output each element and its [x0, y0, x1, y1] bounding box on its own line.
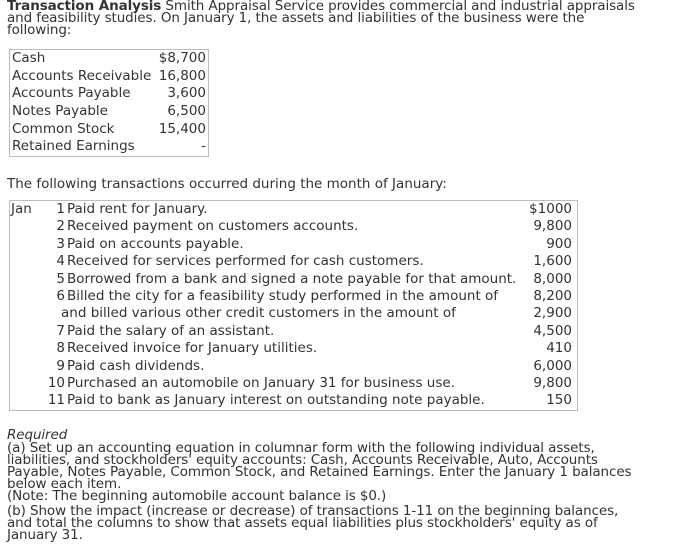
transaction-number: 5 — [56, 270, 65, 287]
required-part-b: (b) Show the impact (increase or decrease) of transactions 1-11 on the beginning balances, and total the columns to show that assets equal liabilities plus stockholders' equity as of January 31. — [7, 503, 619, 544]
balance-amount: 3,600 — [167, 85, 206, 102]
transaction-description: Borrowed from a bank and signed a note payable for that amount. — [67, 270, 517, 287]
transaction-row — [10, 358, 577, 375]
transaction-row — [10, 271, 577, 288]
balance-row — [10, 120, 209, 138]
transaction-description: Paid cash dividends. — [67, 357, 205, 374]
transaction-number: 2 — [56, 218, 65, 235]
transaction-amount: 8,000 — [533, 270, 572, 287]
transactions-list — [9, 200, 578, 411]
transaction-amount: 9,800 — [533, 218, 572, 235]
required-part-a: (a) Set up an accounting equation in columnar form with the following individual assets, liabilities, and stockholders' equity accounts: Cash, Accounts Receivable, Auto, Accounts Payable, Notes Payable, Common Stock, and Retained Earnings. Enter the January 1 balances below each item. — [7, 439, 632, 492]
transaction-amount: $1000 — [529, 201, 572, 217]
balance-amount: 6,500 — [167, 103, 206, 120]
balance-row — [10, 138, 209, 156]
required-note: (Note: The beginning automobile account balance is $0.) — [7, 487, 387, 504]
transaction-amount: 9,800 — [533, 374, 572, 391]
transaction-number: 9 — [56, 357, 65, 374]
balance-account-name: Common Stock — [12, 120, 115, 137]
balance-row — [10, 85, 209, 103]
balance-account-name: Cash — [12, 50, 46, 67]
transaction-row — [10, 305, 577, 322]
transaction-amount: 150 — [546, 392, 572, 409]
problem-intro — [7, 0, 647, 36]
balance-row — [10, 103, 209, 121]
transaction-description: Paid rent for January. — [67, 201, 208, 217]
balance-row — [10, 68, 209, 86]
problem-title: Transaction Analysis — [7, 0, 162, 14]
transaction-number: 3 — [56, 235, 65, 252]
transaction-description: Paid the salary of an assistant. — [67, 322, 275, 339]
transaction-row — [10, 218, 577, 235]
transaction-number: 1 — [56, 201, 65, 217]
transaction-number: 8 — [56, 340, 65, 357]
transaction-row — [10, 201, 577, 218]
transaction-description: Paid on accounts payable. — [67, 235, 244, 252]
transaction-row — [10, 375, 577, 392]
balance-account-name: Notes Payable — [12, 103, 108, 120]
transaction-number: 7 — [56, 322, 65, 339]
balance-amount: $8,700 — [158, 50, 206, 67]
transaction-row — [10, 323, 577, 340]
transaction-amount: 8,200 — [533, 287, 572, 304]
balance-amount: 16,800 — [158, 67, 206, 84]
opening-balances-table — [9, 49, 209, 157]
transaction-row — [10, 340, 577, 357]
transaction-amount: 410 — [546, 340, 572, 357]
required-title: Required — [7, 427, 68, 443]
transaction-row — [10, 253, 577, 270]
transaction-description: Received invoice for January utilities. — [67, 340, 318, 357]
balance-row — [10, 50, 209, 68]
transaction-row — [10, 236, 577, 253]
transaction-description: Billed the city for a feasibility study performed in the amount of — [67, 287, 499, 304]
transaction-amount: 4,500 — [533, 322, 572, 339]
transaction-amount: 2,900 — [533, 305, 572, 322]
transaction-number: 11 — [47, 392, 65, 409]
transactions-intro: The following transactions occurred during the month of January: — [7, 176, 447, 192]
transaction-amount: 900 — [546, 235, 572, 252]
transaction-row — [10, 392, 577, 409]
transaction-description: Paid to bank as January interest on outstanding note payable. — [67, 392, 485, 409]
transaction-amount: 6,000 — [533, 357, 572, 374]
transaction-month: Jan — [11, 201, 32, 217]
transaction-number: 10 — [47, 374, 65, 391]
transaction-number: 6 — [56, 287, 65, 304]
transaction-amount: 1,600 — [533, 253, 572, 270]
transaction-description: Received payment on customers accounts. — [67, 218, 359, 235]
balance-account-name: Accounts Payable — [12, 85, 131, 102]
transaction-description: Purchased an automobile on January 31 for business use. — [67, 374, 455, 391]
transaction-row — [10, 288, 577, 305]
balance-account-name: Accounts Receivable — [12, 67, 152, 84]
transaction-description: and billed various other credit customers in the amount of — [61, 305, 456, 322]
balance-account-name: Retained Earnings — [12, 138, 135, 155]
problem-intro-text: Smith Appraisal Service provides commercial and industrial appraisals and feasibility studies. On January 1, the assets and liabilities of the business were the following: — [7, 0, 635, 38]
balance-amount: 15,400 — [158, 120, 206, 137]
transaction-description: Received for services performed for cash customers. — [67, 253, 424, 270]
balance-amount: - — [201, 138, 206, 155]
transaction-number: 4 — [56, 253, 65, 270]
required-section — [7, 427, 632, 544]
